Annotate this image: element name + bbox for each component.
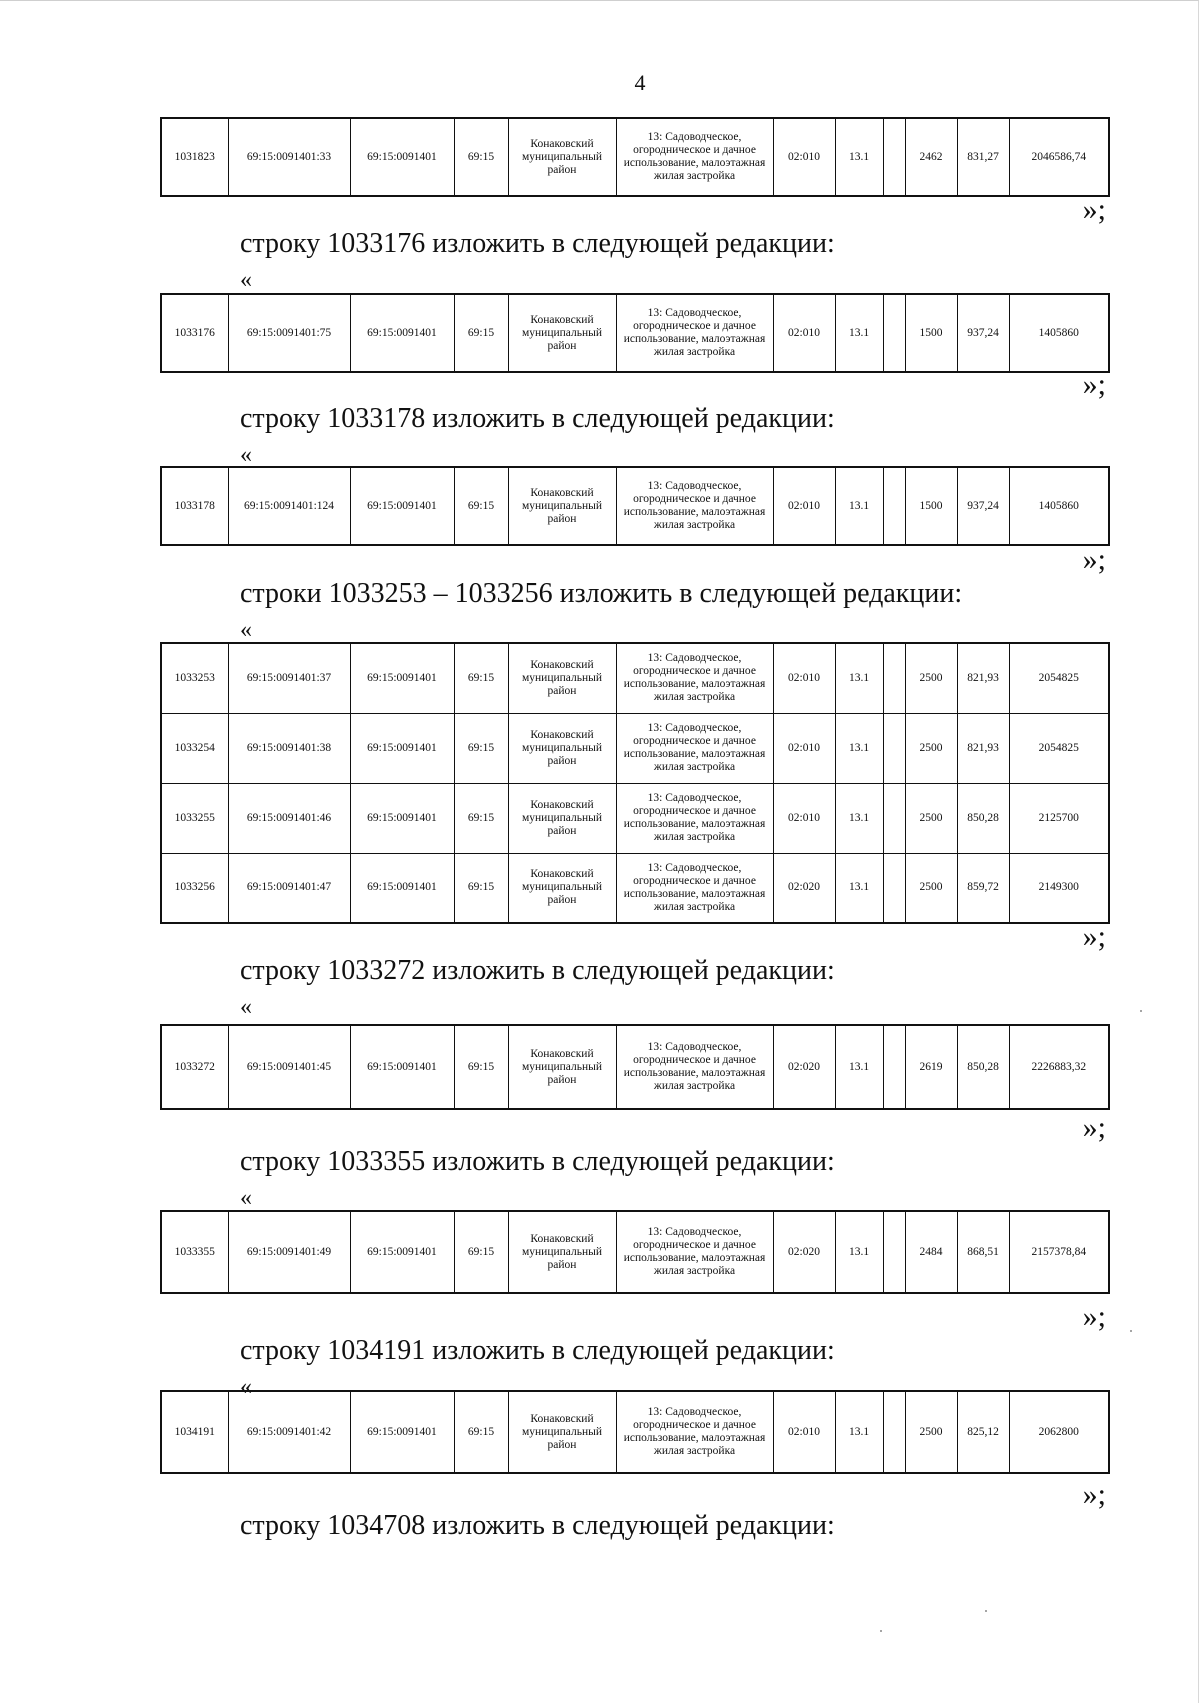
cell-district-code: 69:15 xyxy=(454,294,508,372)
scan-speck xyxy=(985,1610,987,1612)
register-table xyxy=(160,642,1110,924)
cell-code-secondary: 13.1 xyxy=(835,783,883,853)
cell-land-use: 13: Садоводческое, огородническое и дачное использование, малоэтажная жилая застройка xyxy=(616,1211,773,1293)
cell-empty-cell xyxy=(883,713,905,783)
cell-code-secondary: 13.1 xyxy=(835,118,883,196)
cell-district-code: 69:15 xyxy=(454,1391,508,1473)
cell-rate: 831,27 xyxy=(957,118,1009,196)
cell-rate: 859,72 xyxy=(957,853,1009,923)
cell-code-secondary: 13.1 xyxy=(835,467,883,545)
open-quote: « xyxy=(240,442,252,468)
cell-cadastral-number: 69:15:0091401:45 xyxy=(228,1025,350,1109)
close-quote: »; xyxy=(1082,1300,1106,1333)
cell-empty-cell xyxy=(883,643,905,713)
cell-empty-cell xyxy=(883,1211,905,1293)
open-quote: « xyxy=(240,617,252,643)
section-heading: строку 1033176 изложить в следующей редакции: xyxy=(240,228,835,259)
register-table xyxy=(160,293,1110,373)
cell-area: 2619 xyxy=(905,1025,957,1109)
cell-area: 1500 xyxy=(905,294,957,372)
register-table xyxy=(160,117,1110,197)
cell-area: 2500 xyxy=(905,783,957,853)
cell-row-id: 1033178 xyxy=(161,467,228,545)
cell-area: 2500 xyxy=(905,1391,957,1473)
cell-cadastral-number: 69:15:0091401:33 xyxy=(228,118,350,196)
cell-row-id: 1031823 xyxy=(161,118,228,196)
cell-empty-cell xyxy=(883,467,905,545)
cell-cadastral-value: 2226883,32 xyxy=(1009,1025,1109,1109)
cell-land-use: 13: Садоводческое, огородническое и дачное использование, малоэтажная жилая застройка xyxy=(616,1025,773,1109)
cell-municipality: Конаковский муниципальный район xyxy=(508,467,616,545)
cell-district-code: 69:15 xyxy=(454,467,508,545)
cell-land-use: 13: Садоводческое, огородническое и дачное использование, малоэтажная жилая застройка xyxy=(616,118,773,196)
cell-municipality: Конаковский муниципальный район xyxy=(508,118,616,196)
cell-cadastral-value: 2149300 xyxy=(1009,853,1109,923)
cell-municipality: Конаковский муниципальный район xyxy=(508,853,616,923)
cell-row-id: 1033255 xyxy=(161,783,228,853)
cell-quarter-number: 69:15:0091401 xyxy=(350,643,454,713)
page-number: 4 xyxy=(634,70,646,95)
cell-code-secondary: 13.1 xyxy=(835,1025,883,1109)
cell-row-id: 1033253 xyxy=(161,643,228,713)
cell-cadastral-value: 2046586,74 xyxy=(1009,118,1109,196)
cell-area: 2500 xyxy=(905,713,957,783)
cell-district-code: 69:15 xyxy=(454,853,508,923)
close-quote: »; xyxy=(1082,193,1106,226)
cell-cadastral-value: 1405860 xyxy=(1009,294,1109,372)
cell-empty-cell xyxy=(883,1391,905,1473)
table-row xyxy=(161,1391,1109,1473)
cell-municipality: Конаковский муниципальный район xyxy=(508,294,616,372)
cell-code-primary: 02:010 xyxy=(773,643,835,713)
section-heading: строку 1033355 изложить в следующей редакции: xyxy=(240,1146,835,1177)
cell-empty-cell xyxy=(883,783,905,853)
cell-code-primary: 02:010 xyxy=(773,118,835,196)
cell-cadastral-number: 69:15:0091401:124 xyxy=(228,467,350,545)
cell-row-id: 1033176 xyxy=(161,294,228,372)
cell-rate: 868,51 xyxy=(957,1211,1009,1293)
cell-empty-cell xyxy=(883,1025,905,1109)
cell-cadastral-value: 2054825 xyxy=(1009,643,1109,713)
scan-speck xyxy=(880,1630,882,1632)
section-heading: строку 1033272 изложить в следующей редакции: xyxy=(240,955,835,986)
cell-land-use: 13: Садоводческое, огородническое и дачное использование, малоэтажная жилая застройка xyxy=(616,294,773,372)
cell-cadastral-number: 69:15:0091401:42 xyxy=(228,1391,350,1473)
cell-code-primary: 02:010 xyxy=(773,294,835,372)
cell-rate: 821,93 xyxy=(957,713,1009,783)
table-row xyxy=(161,783,1109,853)
cell-row-id: 1033272 xyxy=(161,1025,228,1109)
open-quote: « xyxy=(240,994,252,1020)
cell-cadastral-value: 1405860 xyxy=(1009,467,1109,545)
cell-quarter-number: 69:15:0091401 xyxy=(350,294,454,372)
cell-rate: 821,93 xyxy=(957,643,1009,713)
cell-area: 1500 xyxy=(905,467,957,545)
cell-row-id: 1033256 xyxy=(161,853,228,923)
cell-municipality: Конаковский муниципальный район xyxy=(508,643,616,713)
open-quote: « xyxy=(240,1374,252,1400)
table-row xyxy=(161,118,1109,196)
cell-empty-cell xyxy=(883,294,905,372)
cell-rate: 937,24 xyxy=(957,294,1009,372)
scan-speck xyxy=(1130,1330,1132,1332)
cell-quarter-number: 69:15:0091401 xyxy=(350,1025,454,1109)
cell-rate: 850,28 xyxy=(957,783,1009,853)
close-quote: »; xyxy=(1082,1478,1106,1511)
cell-land-use: 13: Садоводческое, огородническое и дачное использование, малоэтажная жилая застройка xyxy=(616,853,773,923)
cell-cadastral-value: 2054825 xyxy=(1009,713,1109,783)
cell-code-secondary: 13.1 xyxy=(835,1391,883,1473)
register-table xyxy=(160,1024,1110,1110)
cell-district-code: 69:15 xyxy=(454,713,508,783)
cell-code-secondary: 13.1 xyxy=(835,713,883,783)
cell-area: 2500 xyxy=(905,643,957,713)
cell-district-code: 69:15 xyxy=(454,1025,508,1109)
cell-row-id: 1033355 xyxy=(161,1211,228,1293)
cell-quarter-number: 69:15:0091401 xyxy=(350,467,454,545)
cell-cadastral-number: 69:15:0091401:46 xyxy=(228,783,350,853)
cell-cadastral-number: 69:15:0091401:75 xyxy=(228,294,350,372)
section-heading-final: строку 1034708 изложить в следующей редакции: xyxy=(240,1510,835,1541)
cell-municipality: Конаковский муниципальный район xyxy=(508,713,616,783)
cell-area: 2484 xyxy=(905,1211,957,1293)
cell-cadastral-number: 69:15:0091401:49 xyxy=(228,1211,350,1293)
cell-code-secondary: 13.1 xyxy=(835,294,883,372)
open-quote: « xyxy=(240,267,252,293)
cell-code-primary: 02:010 xyxy=(773,1391,835,1473)
cell-quarter-number: 69:15:0091401 xyxy=(350,1391,454,1473)
cell-municipality: Конаковский муниципальный район xyxy=(508,1025,616,1109)
cell-district-code: 69:15 xyxy=(454,643,508,713)
cell-land-use: 13: Садоводческое, огородническое и дачное использование, малоэтажная жилая застройка xyxy=(616,467,773,545)
cell-municipality: Конаковский муниципальный район xyxy=(508,783,616,853)
cell-land-use: 13: Садоводческое, огородническое и дачное использование, малоэтажная жилая застройка xyxy=(616,643,773,713)
scan-speck xyxy=(1140,1010,1142,1012)
section-heading: строки 1033253 – 1033256 изложить в следующей редакции: xyxy=(240,578,963,609)
cell-cadastral-number: 69:15:0091401:47 xyxy=(228,853,350,923)
cell-municipality: Конаковский муниципальный район xyxy=(508,1211,616,1293)
table-row xyxy=(161,467,1109,545)
cell-district-code: 69:15 xyxy=(454,118,508,196)
table-row xyxy=(161,713,1109,783)
cell-code-primary: 02:010 xyxy=(773,467,835,545)
cell-land-use: 13: Садоводческое, огородническое и дачное использование, малоэтажная жилая застройка xyxy=(616,783,773,853)
cell-area: 2462 xyxy=(905,118,957,196)
register-table xyxy=(160,466,1110,546)
cell-code-secondary: 13.1 xyxy=(835,1211,883,1293)
cell-quarter-number: 69:15:0091401 xyxy=(350,118,454,196)
cell-code-primary: 02:010 xyxy=(773,783,835,853)
cell-cadastral-value: 2125700 xyxy=(1009,783,1109,853)
register-table xyxy=(160,1210,1110,1294)
cell-land-use: 13: Садоводческое, огородническое и дачное использование, малоэтажная жилая застройка xyxy=(616,713,773,783)
cell-quarter-number: 69:15:0091401 xyxy=(350,783,454,853)
cell-empty-cell xyxy=(883,118,905,196)
cell-empty-cell xyxy=(883,853,905,923)
cell-row-id: 1034191 xyxy=(161,1391,228,1473)
cell-district-code: 69:15 xyxy=(454,1211,508,1293)
cell-code-primary: 02:020 xyxy=(773,1211,835,1293)
table-row xyxy=(161,643,1109,713)
cell-district-code: 69:15 xyxy=(454,783,508,853)
table-row xyxy=(161,853,1109,923)
open-quote: « xyxy=(240,1185,252,1211)
cell-quarter-number: 69:15:0091401 xyxy=(350,853,454,923)
close-quote: »; xyxy=(1082,368,1106,401)
cell-quarter-number: 69:15:0091401 xyxy=(350,713,454,783)
cell-code-primary: 02:010 xyxy=(773,713,835,783)
cell-cadastral-value: 2062800 xyxy=(1009,1391,1109,1473)
cell-cadastral-number: 69:15:0091401:38 xyxy=(228,713,350,783)
close-quote: »; xyxy=(1082,543,1106,576)
cell-code-primary: 02:020 xyxy=(773,853,835,923)
cell-code-secondary: 13.1 xyxy=(835,853,883,923)
section-heading: строку 1033178 изложить в следующей редакции: xyxy=(240,403,835,434)
cell-rate: 850,28 xyxy=(957,1025,1009,1109)
cell-code-primary: 02:020 xyxy=(773,1025,835,1109)
cell-cadastral-value: 2157378,84 xyxy=(1009,1211,1109,1293)
cell-land-use: 13: Садоводческое, огородническое и дачное использование, малоэтажная жилая застройка xyxy=(616,1391,773,1473)
cell-cadastral-number: 69:15:0091401:37 xyxy=(228,643,350,713)
table-row xyxy=(161,1025,1109,1109)
section-heading: строку 1034191 изложить в следующей редакции: xyxy=(240,1335,835,1366)
cell-rate: 825,12 xyxy=(957,1391,1009,1473)
cell-code-secondary: 13.1 xyxy=(835,643,883,713)
register-table xyxy=(160,1390,1110,1474)
cell-quarter-number: 69:15:0091401 xyxy=(350,1211,454,1293)
close-quote: »; xyxy=(1082,920,1106,953)
table-row xyxy=(161,1211,1109,1293)
cell-rate: 937,24 xyxy=(957,467,1009,545)
cell-municipality: Конаковский муниципальный район xyxy=(508,1391,616,1473)
cell-area: 2500 xyxy=(905,853,957,923)
cell-row-id: 1033254 xyxy=(161,713,228,783)
table-row xyxy=(161,294,1109,372)
close-quote: »; xyxy=(1082,1111,1106,1144)
